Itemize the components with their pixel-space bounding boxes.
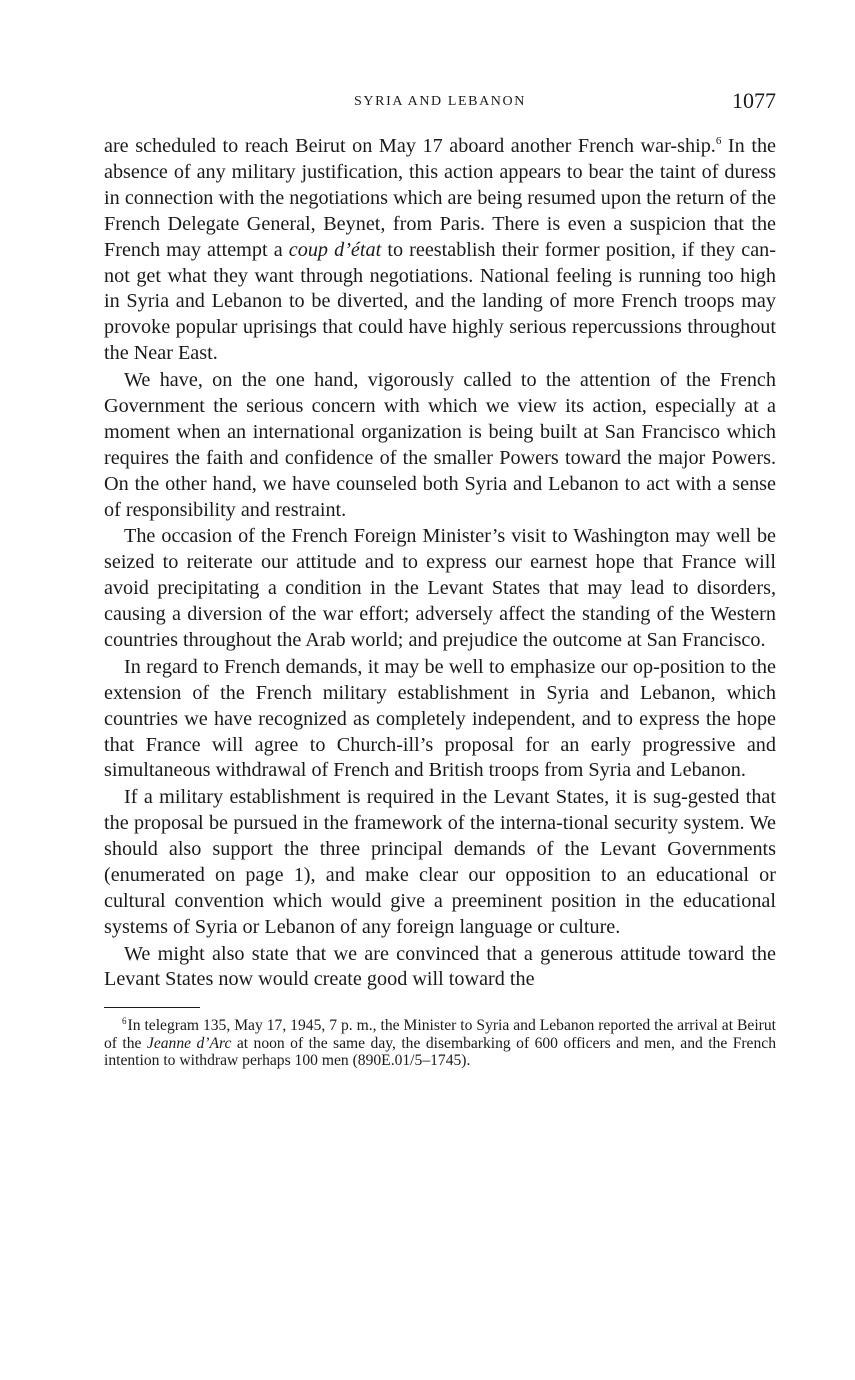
paragraph-1-text-c: to reestablish their former position, if they can-not get what they want through negotiations. National feeling is running too high in Syria and Lebanon to be diverted, and the landing of more French troops may provoke popular uprisings that could have highly serious repercussions throughout the Near East. xyxy=(104,238,776,365)
footnote-italic-ship-name: Jeanne d’Arc xyxy=(146,1034,232,1052)
page-number: 1077 xyxy=(732,88,776,113)
paragraph-4: In regard to French demands, it may be well to emphasize our op-position to the extension of the French military establishment in Syria and Lebanon, which countries we have recognized as completely independent, and to express the hope that France will agree to Church-ill’s proposal for an early progressive and simultaneous withdrawal of French and British troops from Syria and Lebanon. xyxy=(104,655,776,782)
paragraph-1 xyxy=(104,134,776,367)
paragraph-1-text-b: In the absence of any military justification, this action appears to bear the taint of duress in connection with the negotiations which are being resumed upon the return of the French Delegate General, Beynet, from Paris. There is even a suspicion that the French may attempt a xyxy=(104,135,776,261)
body-text xyxy=(104,134,776,993)
footnote-mark: 6 xyxy=(122,1016,127,1027)
footnote-reference: 6 xyxy=(715,135,722,147)
running-header xyxy=(104,88,776,124)
footnote-text-b: at noon of the same day, the disembarking of 600 officers and men, and the French intention to withdraw perhaps 100 men (890E.01/5–1745). xyxy=(104,1034,776,1070)
paragraph-1-italic-phrase: coup d’état xyxy=(288,238,382,261)
paragraph-6: We might also state that we are convinced that a generous attitude toward the Levant States now would create good will toward the xyxy=(104,942,776,991)
paragraph-1-text-a: are scheduled to reach Beirut on May 17 aboard another French war-ship. xyxy=(104,135,716,157)
footnote-text-a: In telegram 135, May 17, 1945, 7 p. m., the Minister to Syria and Lebanon reported the arrival at Beirut of the xyxy=(104,1017,776,1052)
footnote-divider xyxy=(104,1007,200,1008)
footnote xyxy=(104,1017,776,1070)
document-page xyxy=(104,88,776,1070)
paragraph-5: If a military establishment is required in the Levant States, it is sug-gested that the proposal be pursued in the framework of the interna-tional security system. We should also support the three principal demands of the Levant Governments (enumerated on page 1), and make clear our opposition to an educational or cultural convention which would give a preeminent position in the educational systems of Syria or Lebanon of any foreign language or culture. xyxy=(104,786,776,938)
paragraph-2: We have, on the one hand, vigorously called to the attention of the French Government the serious concern with which we view its action, especially at a moment when an international organization is being built at San Francisco which requires the faith and confidence of the smaller Powers toward the major Powers. On the other hand, we have counseled both Syria and Lebanon to act with a sense of responsibility and restraint. xyxy=(104,369,776,521)
paragraph-3: The occasion of the French Foreign Minister’s visit to Washington may well be seized to reiterate our attitude and to express our earnest hope that France will avoid precipitating a condition in the Levant States that may lead to disorders, causing a diversion of the war effort; adversely affect the standing of the Western countries throughout the Arab world; and prejudice the outcome at San Francisco. xyxy=(104,525,776,651)
running-title: SYRIA AND LEBANON xyxy=(354,94,526,109)
